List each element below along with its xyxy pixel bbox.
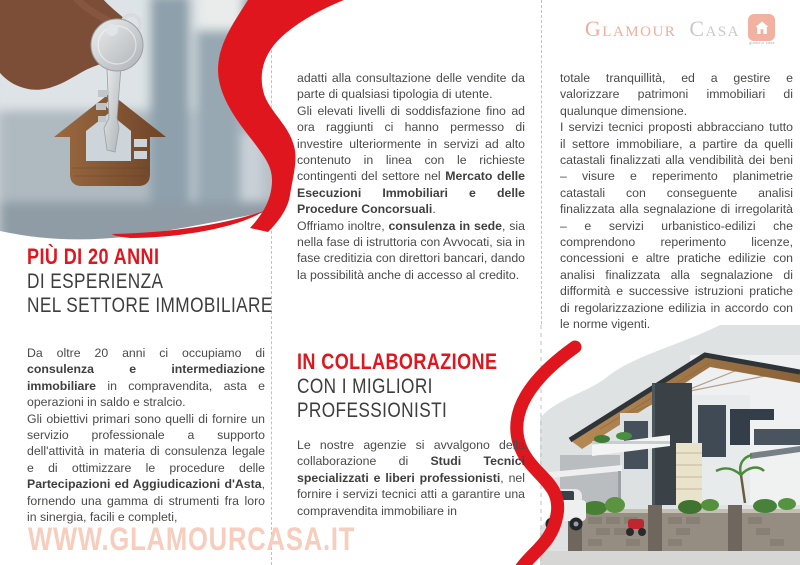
middle-heading-line3: PROFESSIONISTI [297, 399, 448, 422]
brand-logo [585, 14, 776, 48]
middle-body-bottom [297, 437, 525, 519]
logo-word-glamour: Glamour [584, 16, 677, 41]
logo-wordmark [585, 14, 740, 44]
paragraph: Da oltre 20 anni ci occupiamo di consulenza e intermediazione immobiliare in compravendita, asta e operazioni in saldo e stralcio. [27, 346, 265, 410]
paragraph: totale tranquillità, ed a gestire e valorizzare patrimoni immobiliari di qualunque dimensione. [560, 71, 793, 118]
paragraph: adatti alla consultazione delle vendite da parte di qualsiasi tipologia di utente. [297, 71, 525, 102]
website-url: WWW.GLAMOURCASA.IT [28, 521, 356, 557]
middle-heading-line1: IN COLLABORAZIONE [297, 349, 498, 374]
left-body [27, 345, 265, 525]
middle-heading-line2: CON I MIGLIORI [297, 374, 433, 398]
house-render [495, 325, 800, 565]
paragraph: Offriamo inoltre, consulenza in sede, sia nella fase di istruttoria con Avvocati, sia in fase creditizia con direttori bancari, dando la possibilità anche di accesso al credito. [297, 218, 525, 282]
left-heading-line2: DI ESPERIENZA [27, 269, 164, 293]
house-icon [748, 14, 775, 41]
paragraph: I servizi tecnici proposti abbracciano tutto il settore immobiliare, a partire da quelli catastali finalizzati alla vendibilità dei beni – visure e reperimento planimetrie catastali con conseguente analisi finalizzata alla segnalazione di irregolarità – e servizi urbanistico-edilizi che comprendono reperimento licenze, concessioni e altre pratiche edilizie con analisi finalizzata alla segnalazione di difformità e successive istruzioni pratiche di regolarizzazione edilizia in accordo con le norme vigenti. [560, 120, 793, 332]
logo-word-casa: Casa [689, 16, 740, 41]
right-body [560, 70, 793, 333]
middle-heading [297, 350, 497, 424]
left-heading-line1: PIÙ DI 20 ANNI [27, 244, 160, 269]
left-heading-line3: NEL SETTORE IMMOBILIARE [27, 294, 273, 317]
paragraph: Gli obiettivi primari sono quelli di fornire un servizio professionale a supporto dell'attività in materia di consulenza legale e di ottimizzare le procedure delle Partecipazioni ed Aggiudicazioni d'Asta, fornendo una gamma di strumenti fra loro in sinergia, facili e completi, [27, 411, 265, 525]
paragraph: Le nostre agenzie si avvalgono della collaborazione di Studi Tecnici specializzati e liberi professionisti, nel fornire i servizi tecnici atti a garantire una compravendita immobiliare in [297, 438, 525, 518]
logo-caption: glamour casa [749, 41, 775, 45]
left-heading [27, 245, 273, 319]
middle-body-top [297, 70, 525, 283]
logo-badge [748, 14, 776, 48]
paragraph: Gli elevati livelli di soddisfazione fino ad ora raggiunti ci hanno permesso di investire ulteriormente in servizi ad alto contenuto in linea con le richieste contingenti del settore nel Mercato delle Esecuzioni Immobiliari e delle Procedure Concorsuali. [297, 103, 525, 217]
